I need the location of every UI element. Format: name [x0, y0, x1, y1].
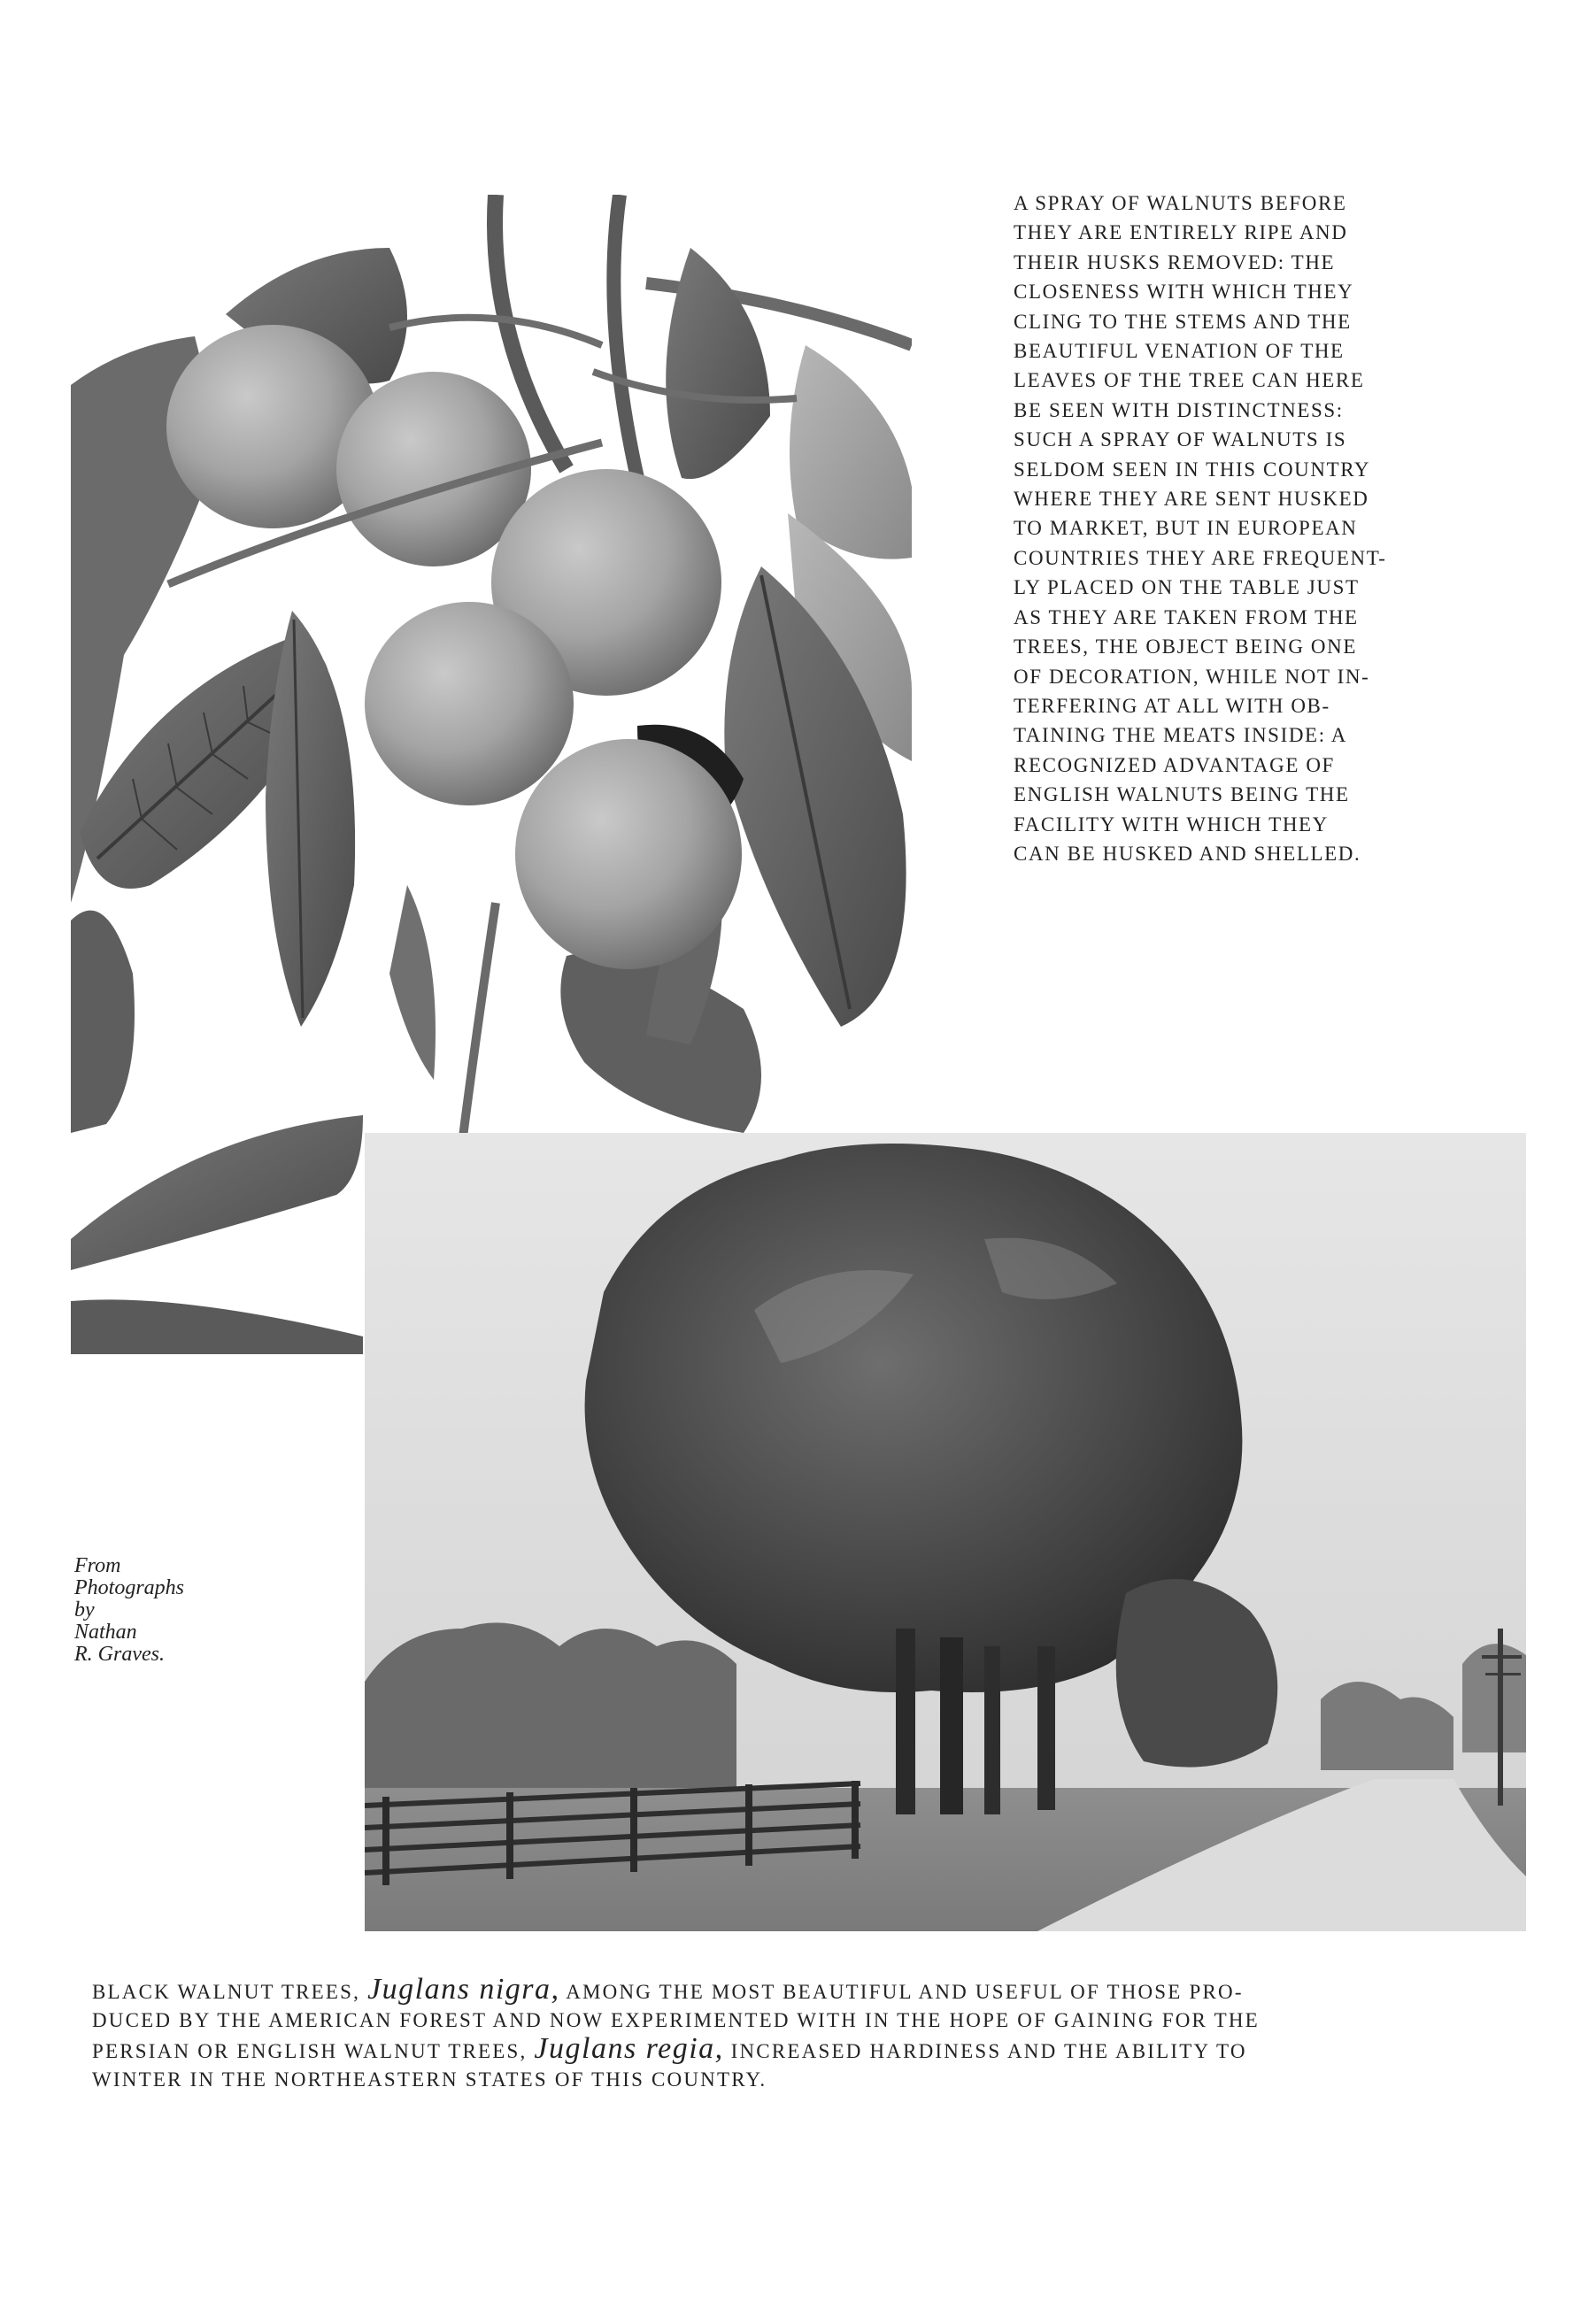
tree-caption-text: PERSIAN OR ENGLISH WALNUT TREES, [92, 2040, 535, 2062]
tree-caption-line [92, 2032, 1508, 2066]
spray-caption-line: CLING TO THE STEMS AND THE [1014, 310, 1352, 333]
photo-credit-line: Photographs [74, 1576, 185, 1599]
spray-caption-line: BEAUTIFUL VENATION OF THE [1014, 340, 1345, 363]
tree-caption-text: BLACK WALNUT TREES, [92, 1981, 368, 2003]
photo-credit-line: by [74, 1598, 95, 1621]
spray-caption-line: COUNTRIES THEY ARE FREQUENT- [1014, 546, 1387, 569]
photo-credit-line: Nathan [74, 1621, 137, 1644]
spray-caption-line: AS THEY ARE TAKEN FROM THE [1014, 605, 1359, 628]
spray-caption-line: TO MARKET, BUT IN EUROPEAN [1014, 517, 1358, 540]
tree-caption-line: DUCED BY THE AMERICAN FOREST AND NOW EXPERIMENTED WITH IN THE HOPE OF GAINING FOR THE [92, 2009, 1260, 2031]
tree-caption-line [92, 1973, 1508, 2006]
spray-caption-line: OF DECORATION, WHILE NOT IN- [1014, 665, 1370, 688]
tree-caption-text: INCREASED HARDINESS AND THE ABILITY TO [723, 2040, 1247, 2062]
spray-caption-line: FACILITY WITH WHICH THEY [1014, 813, 1329, 836]
spray-caption-line: TAINING THE MEATS INSIDE: A [1014, 724, 1347, 747]
spray-caption-line: THEY ARE ENTIRELY RIPE AND [1014, 221, 1348, 244]
spray-caption-line: CAN BE HUSKED AND SHELLED. [1014, 842, 1361, 865]
photo-credit-line: From [74, 1554, 121, 1577]
tree-caption [92, 1973, 1508, 2094]
photo-credit [74, 1555, 184, 1666]
spray-caption-line: TERFERING AT ALL WITH OB- [1014, 694, 1330, 717]
spray-caption-line: THEIR HUSKS REMOVED: THE [1014, 250, 1336, 273]
photo-credit-line: R. Graves. [74, 1643, 165, 1666]
spray-caption-line: LY PLACED ON THE TABLE JUST [1014, 576, 1360, 599]
spray-caption [1014, 189, 1474, 868]
spray-caption-line: A SPRAY OF WALNUTS BEFORE [1014, 192, 1347, 214]
spray-caption-line: ENGLISH WALNUTS BEING THE [1014, 783, 1350, 806]
spray-caption-line: SUCH A SPRAY OF WALNUTS IS [1014, 428, 1347, 451]
spray-caption-line: WHERE THEY ARE SENT HUSKED [1014, 488, 1369, 511]
spray-caption-line: LEAVES OF THE TREE CAN HERE [1014, 369, 1365, 392]
spray-caption-line: RECOGNIZED ADVANTAGE OF [1014, 753, 1335, 776]
spray-caption-line: BE SEEN WITH DISTINCTNESS: [1014, 398, 1344, 421]
spray-caption-line: TREES, THE OBJECT BEING ONE [1014, 635, 1357, 659]
spray-caption-line: SELDOM SEEN IN THIS COUNTRY [1014, 458, 1371, 481]
tree-caption-line: WINTER IN THE NORTHEASTERN STATES OF THIS COUNTRY. [92, 2068, 767, 2091]
black-walnut-trees-photograph [365, 1133, 1526, 1931]
latin-name-nigra: Juglans nigra, [367, 1973, 560, 2006]
spray-caption-line: CLOSENESS WITH WHICH THEY [1014, 281, 1354, 304]
tree-caption-text: AMONG THE MOST BEAUTIFUL AND USEFUL OF THOSE PRO- [559, 1981, 1244, 2003]
latin-name-regia: Juglans regia, [534, 2032, 724, 2065]
